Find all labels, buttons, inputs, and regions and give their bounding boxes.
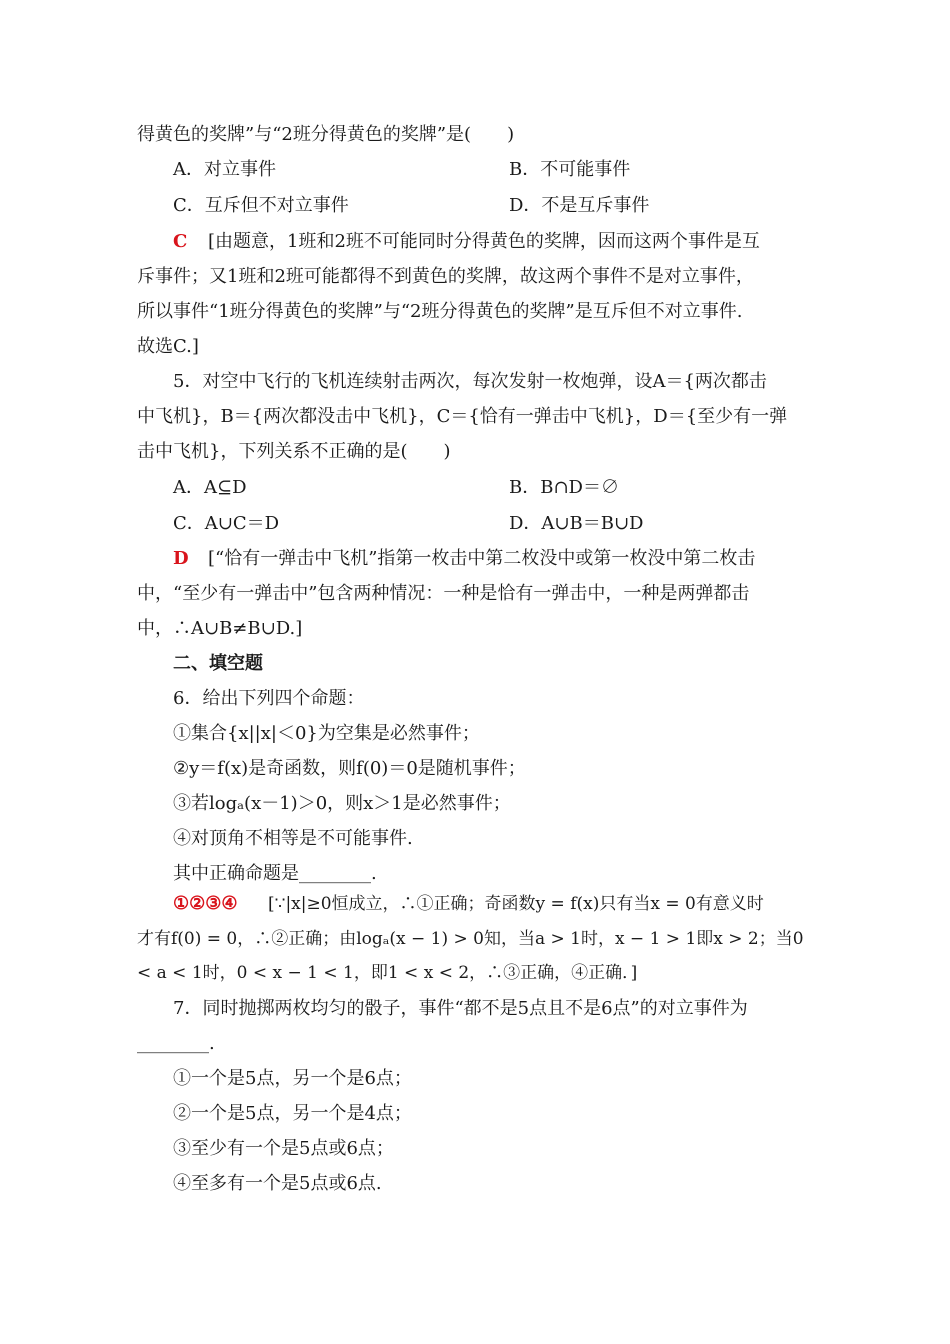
q6-explanation-line3: < a < 1时，0 < x − 1 < 1，即1 < x < 2，∴③正确，④正确．] bbox=[137, 963, 638, 983]
q4-explanation-line4: 故选C.] bbox=[137, 336, 199, 357]
q5-explanation-line1: [“恰有一弹击中飞机”指第一枚击中第二枚没中或第一枚没中第二枚击 bbox=[208, 548, 756, 569]
q5-option-a: A．A⊆D bbox=[173, 477, 247, 498]
q5-answer: D bbox=[173, 548, 189, 569]
q5-option-b: B．B∩D＝∅ bbox=[509, 477, 619, 498]
q7-option-2: ②一个是5点，另一个是4点； bbox=[173, 1103, 412, 1124]
q7-option-4: ④至多有一个是5点或6点. bbox=[173, 1173, 382, 1194]
q7-option-1: ①一个是5点，另一个是6点； bbox=[173, 1068, 412, 1089]
section-heading: 二、填空题 bbox=[173, 653, 263, 674]
q6-answer: ①②③④ bbox=[173, 893, 238, 914]
q6-proposition-4: ④对顶角不相等是不可能事件. bbox=[173, 828, 413, 849]
q4-explanation-line2: 斥事件；又1班和2班可能都得不到黄色的奖牌，故这两个事件不是对立事件， bbox=[137, 266, 754, 287]
q5-option-c: C．A∪C＝D bbox=[173, 513, 280, 534]
q5-stem-line3: 击中飞机}，下列关系不正确的是( ) bbox=[137, 441, 451, 462]
q4-answer: C bbox=[173, 231, 188, 252]
q6-proposition-2: ②y＝f(x)是奇函数，则f(0)＝0是随机事件； bbox=[173, 758, 526, 779]
q4-option-d: D．不是互斥事件 bbox=[509, 195, 650, 216]
q5-option-d: D．A∪B＝B∪D bbox=[509, 513, 644, 534]
q6-blank: 其中正确命题是________. bbox=[173, 863, 377, 884]
q6-explanation-line1: [∵|x|≥0恒成立，∴①正确；奇函数y = f(x)只有当x = 0有意义时 bbox=[268, 894, 764, 914]
q7-stem-line1: 7．同时抛掷两枚均匀的骰子，事件“都不是5点且不是6点”的对立事件为 bbox=[173, 998, 748, 1019]
q5-stem-line1: 5．对空中飞行的飞机连续射击两次，每次发射一枚炮弹，设A＝{两次都击 bbox=[173, 371, 767, 392]
q5-stem-line2: 中飞机}，B＝{两次都没击中飞机}，C＝{恰有一弹击中飞机}，D＝{至少有一弹 bbox=[137, 406, 788, 427]
q4-explanation-line1: [由题意，1班和2班不可能同时分得黄色的奖牌，因而这两个事件是互 bbox=[208, 231, 760, 252]
q5-explanation-line2: 中，“至少有一弹击中”包含两种情况：一种是恰有一弹击中，一种是两弹都击 bbox=[137, 583, 750, 604]
q4-explanation-line3: 所以事件“1班分得黄色的奖牌”与“2班分得黄色的奖牌”是互斥但不对立事件. bbox=[137, 301, 743, 322]
q6-proposition-3: ③若logₐ(x－1)＞0，则x＞1是必然事件； bbox=[173, 793, 511, 814]
q4-stem-tail: 得黄色的奖牌”与“2班分得黄色的奖牌”是( ) bbox=[137, 124, 515, 145]
q4-option-c: C．互斥但不对立事件 bbox=[173, 195, 349, 216]
q4-option-b: B．不可能事件 bbox=[509, 159, 631, 180]
q6-explanation-line2: 才有f(0) = 0，∴②正确；由logₐ(x − 1) > 0知，当a > 1时，x − 1 > 1即x > 2；当0 bbox=[137, 929, 804, 949]
q5-explanation-line3: 中，∴A∪B≠B∪D.] bbox=[137, 618, 303, 639]
q6-stem: 6．给出下列四个命题： bbox=[173, 688, 365, 709]
q7-blank: ________. bbox=[137, 1033, 215, 1054]
q4-option-a: A．对立事件 bbox=[173, 159, 276, 180]
q6-proposition-1: ①集合{x||x|＜0}为空集是必然事件； bbox=[173, 723, 480, 744]
q7-option-3: ③至少有一个是5点或6点； bbox=[173, 1138, 394, 1159]
